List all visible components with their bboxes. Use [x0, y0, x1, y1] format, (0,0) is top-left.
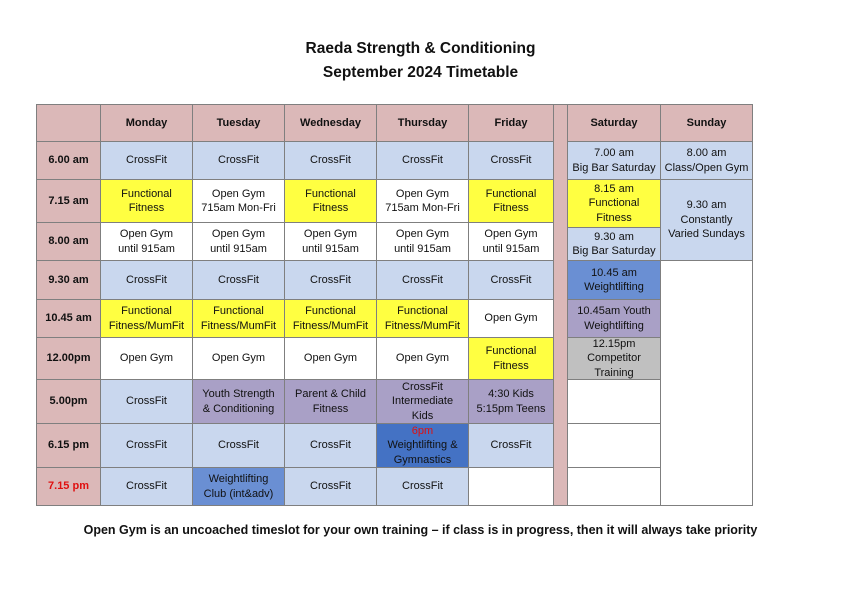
class-slot	[100, 222, 193, 261]
class-slot	[376, 337, 469, 380]
saturday-slot-text: 10.45am Youth Weightlifting	[577, 305, 651, 332]
class-time: 6pm	[411, 424, 434, 437]
class-slot	[100, 467, 193, 506]
class-slot	[376, 467, 469, 506]
saturday-empty	[567, 467, 661, 506]
class-slot-text: Open Gym 715am Mon-Fri	[385, 187, 460, 214]
class-slot-text: Open Gym	[303, 352, 358, 365]
saturday-slot-text: 10.45 am Weightlifting	[584, 266, 644, 293]
class-slot-text: CrossFit	[310, 154, 351, 167]
class-slot-text: Functional Fitness	[305, 187, 356, 214]
class-slot-text: Youth Strength & Conditioning	[202, 388, 275, 415]
day-header-saturday-text: Saturday	[590, 116, 638, 129]
class-slot	[192, 179, 285, 223]
time-label-text: 6.00 am	[48, 154, 89, 167]
class-slot-text: Weightlifting Club (int&adv)	[203, 473, 274, 500]
class-slot-text: Functional Fitness/MumFit	[108, 305, 185, 332]
class-slot-text: Functional Fitness	[485, 187, 537, 214]
class-slot	[284, 260, 377, 300]
sunday-slot-text: 8.00 am Class/Open Gym	[664, 147, 749, 174]
class-slot	[100, 379, 193, 424]
time-label	[36, 222, 101, 261]
class-slot-text: Open Gym	[119, 352, 174, 365]
class-slot	[284, 379, 377, 424]
class-slot	[192, 467, 285, 506]
time-label	[36, 141, 101, 180]
class-slot	[376, 141, 469, 180]
class-slot-text	[387, 424, 457, 468]
class-slot	[100, 299, 193, 338]
class-slot-text: CrossFit Intermediate Kids	[391, 380, 454, 422]
class-slot	[284, 222, 377, 261]
day-header-monday	[100, 104, 193, 142]
day-header-friday-text: Friday	[494, 116, 528, 129]
class-slot-text: Open Gym	[211, 352, 266, 365]
class-slot-text: Open Gym	[484, 312, 538, 325]
class-slot	[284, 467, 377, 506]
class-slot	[192, 423, 285, 468]
class-slot-text: CrossFit	[310, 480, 351, 493]
class-slot	[376, 222, 469, 261]
class-slot-text: CrossFit	[402, 480, 443, 493]
class-slot-text: 4:30 Kids 5:15pm Teens	[476, 388, 546, 415]
time-label-text: 12.00pm	[46, 352, 91, 365]
class-slot-text: Open Gym	[395, 352, 450, 365]
class-slot	[376, 179, 469, 223]
class-slot-text: Parent & Child Fitness	[295, 388, 366, 415]
class-slot-text: Functional Fitness/MumFit	[384, 305, 461, 332]
class-slot	[100, 423, 193, 468]
class-slot	[376, 299, 469, 338]
class-slot-text: CrossFit	[490, 154, 532, 167]
class-slot	[192, 222, 285, 261]
class-slot-text: CrossFit	[218, 273, 259, 286]
class-slot	[284, 179, 377, 223]
footer-note: Open Gym is an uncoached timeslot for your own training – if class is in progress, then it will always take priority	[83, 523, 758, 537]
class-slot	[376, 379, 469, 424]
time-label-text: 8.00 am	[48, 235, 89, 248]
class-slot-text: Functional Fitness	[485, 345, 537, 372]
saturday-slot-text: 8.15 am Functional Fitness	[588, 182, 640, 224]
class-slot-text: CrossFit	[310, 273, 351, 286]
class-slot-text: CrossFit	[218, 439, 259, 452]
class-slot	[192, 260, 285, 300]
day-header-sunday	[660, 104, 753, 142]
time-label	[36, 467, 101, 506]
saturday-slot	[567, 337, 661, 380]
day-header-sunday-text: Sunday	[686, 116, 727, 129]
class-name: Weightlifting & Gymnastics	[387, 439, 458, 466]
class-slot	[192, 379, 285, 424]
saturday-slot-text: 12.15pm Competitor Training	[587, 337, 641, 379]
class-slot-text: CrossFit	[126, 480, 167, 493]
time-label	[36, 423, 101, 468]
day-header-wednesday	[284, 104, 377, 142]
class-slot	[468, 337, 554, 380]
time-label	[36, 260, 101, 300]
class-slot-text: CrossFit	[490, 273, 532, 286]
class-slot-text: Functional Fitness/MumFit	[292, 305, 369, 332]
saturday-slot	[567, 227, 661, 261]
saturday-empty	[567, 423, 661, 468]
sunday-slot	[660, 141, 753, 180]
time-label-text: 7.15 am	[48, 194, 89, 207]
class-slot	[100, 337, 193, 380]
class-slot	[468, 299, 554, 338]
class-slot	[192, 337, 285, 380]
class-slot-text: CrossFit	[310, 439, 351, 452]
time-label	[36, 299, 101, 338]
class-slot-text: CrossFit	[126, 273, 167, 286]
class-slot	[284, 337, 377, 380]
class-slot	[468, 222, 554, 261]
day-header-tuesday	[192, 104, 285, 142]
sunday-empty	[660, 260, 753, 506]
class-slot	[468, 467, 554, 506]
class-slot	[192, 299, 285, 338]
time-label-text: 10.45 am	[45, 312, 92, 325]
class-slot-text: Open Gym until 915am	[394, 228, 451, 255]
class-slot	[284, 423, 377, 468]
class-slot-text: CrossFit	[218, 154, 259, 167]
class-slot-text: CrossFit	[402, 273, 443, 286]
day-header-tuesday-text: Tuesday	[216, 116, 261, 129]
separator-column	[553, 104, 568, 506]
time-label-text: 9.30 am	[48, 273, 89, 286]
saturday-slot-text: 9.30 am Big Bar Saturday	[572, 230, 656, 257]
saturday-slot	[567, 179, 661, 228]
sunday-slot-text: 9.30 am Constantly Varied Sundays	[668, 199, 745, 241]
day-header-wednesday-text: Wednesday	[300, 116, 361, 129]
class-slot-text: CrossFit	[490, 439, 532, 452]
class-slot-text: Functional Fitness/MumFit	[200, 305, 277, 332]
time-label-text: 5.00pm	[49, 395, 88, 408]
class-slot	[284, 299, 377, 338]
class-slot	[468, 179, 554, 223]
class-slot-text: Functional Fitness	[121, 187, 172, 214]
day-header-saturday	[567, 104, 661, 142]
class-slot	[284, 141, 377, 180]
time-label-text: 6.15 pm	[48, 439, 89, 452]
class-slot-text: Open Gym until 915am	[302, 228, 359, 255]
day-header-thursday-text: Thursday	[397, 116, 448, 129]
class-slot-text: Open Gym until 915am	[482, 228, 540, 255]
class-slot-text: Open Gym 715am Mon-Fri	[201, 187, 276, 214]
saturday-slot	[567, 299, 661, 338]
timetable-subtitle: September 2024 Timetable	[322, 64, 519, 81]
time-label	[36, 337, 101, 380]
class-slot-text: CrossFit	[126, 395, 167, 408]
class-slot	[468, 260, 554, 300]
saturday-empty	[567, 379, 661, 424]
class-slot	[192, 141, 285, 180]
class-slot-text: Open Gym until 915am	[210, 228, 267, 255]
class-slot-text: CrossFit	[126, 154, 167, 167]
time-label-text: 7.15 pm	[48, 480, 89, 493]
saturday-slot	[567, 260, 661, 300]
saturday-slot-text: 7.00 am Big Bar Saturday	[572, 147, 656, 174]
class-slot	[468, 141, 554, 180]
class-slot	[100, 141, 193, 180]
class-slot-text: Open Gym until 915am	[118, 228, 175, 255]
time-label	[36, 379, 101, 424]
day-header-friday	[468, 104, 554, 142]
class-slot	[376, 260, 469, 300]
class-slot	[468, 379, 554, 424]
time-label	[36, 179, 101, 223]
day-header-monday-text: Monday	[125, 116, 168, 129]
class-slot	[468, 423, 554, 468]
class-slot	[100, 179, 193, 223]
timetable-title: Raeda Strength & Conditioning	[305, 40, 536, 57]
saturday-slot	[567, 141, 661, 180]
class-slot	[100, 260, 193, 300]
class-slot	[376, 423, 469, 468]
sunday-slot	[660, 179, 753, 261]
header-corner	[36, 104, 101, 142]
class-slot-text: CrossFit	[402, 154, 443, 167]
class-slot-text: CrossFit	[126, 439, 167, 452]
day-header-thursday	[376, 104, 469, 142]
